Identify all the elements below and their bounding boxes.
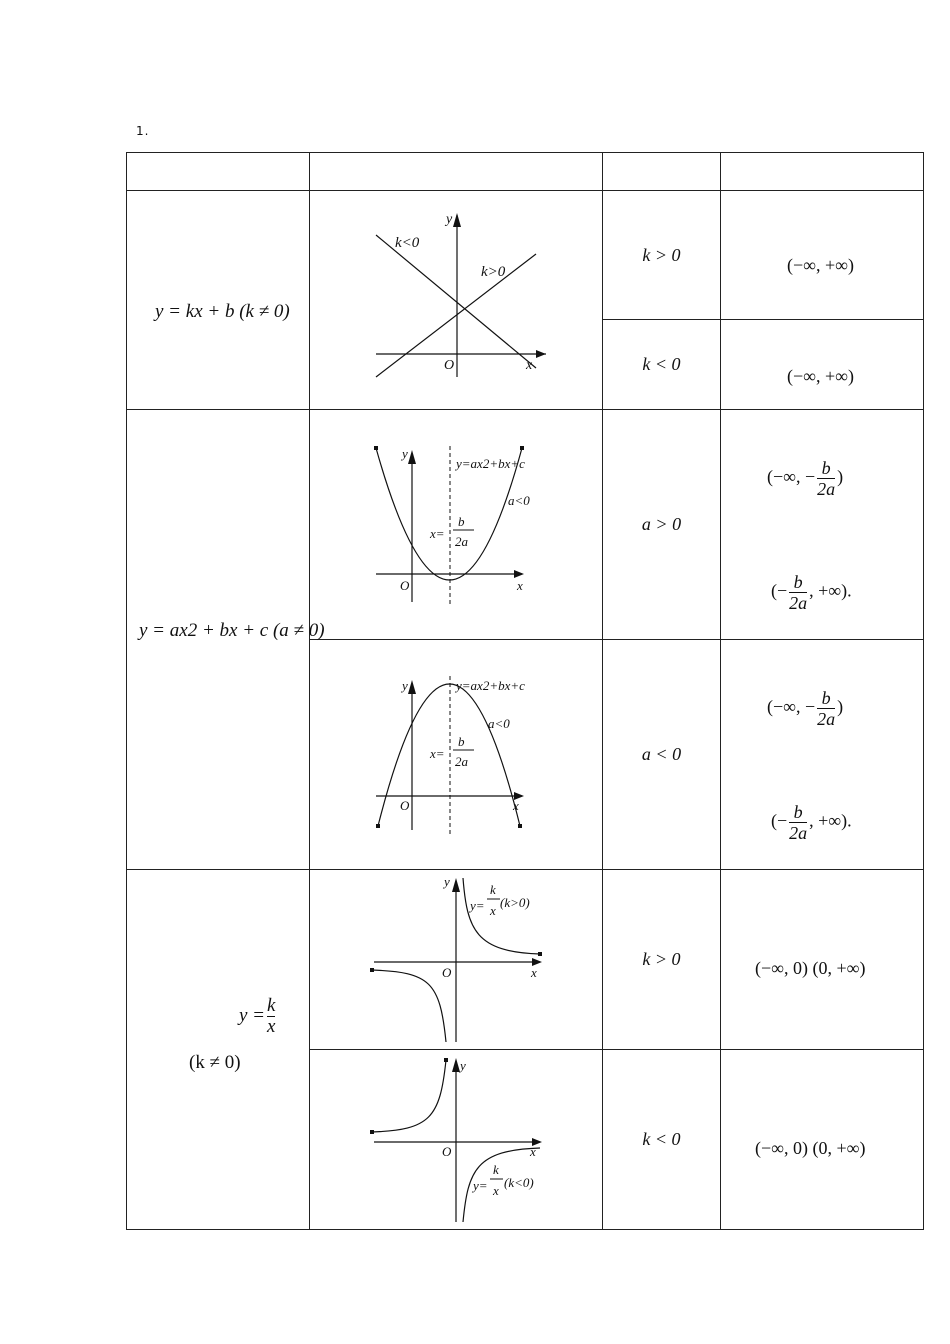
quadratic-graph-cell-2 <box>310 640 603 870</box>
quadratic-mono-cell-1 <box>721 410 924 640</box>
inverse-k-positive-graph <box>310 870 602 1045</box>
quadratic-interval-2b: (− $\frac{b}{2a}$ , +∞). <box>771 802 852 843</box>
label-origin: O <box>442 1144 452 1159</box>
function-properties-table <box>126 152 924 1230</box>
hyperbola-branch-q3 <box>372 970 446 1042</box>
label-equation: y=ax2+bx+c <box>456 456 525 471</box>
inverse-condition-1: k > 0 <box>603 870 721 1050</box>
label-origin: O <box>444 358 455 373</box>
quadratic-up-graph <box>310 410 602 635</box>
line-k-positive <box>376 254 536 377</box>
label-y: y <box>402 446 408 461</box>
inverse-k-negative-graph <box>310 1050 602 1225</box>
label-k-negative: k<0 <box>395 235 420 251</box>
y-axis-arrow-icon <box>408 680 416 694</box>
label-equation: y=ax2+bx+c <box>456 678 525 693</box>
quadratic-down-graph <box>310 640 602 865</box>
quadratic-mono-cell-2 <box>721 640 924 870</box>
label-a-condition: a<0 <box>488 716 510 731</box>
header-function <box>127 153 310 191</box>
linear-graph-cell <box>310 191 603 410</box>
inverse-intervals-2: (−∞, 0) (0, +∞) <box>755 1138 866 1158</box>
label-b: b <box>458 734 465 749</box>
inverse-graph-cell-1 <box>310 870 603 1050</box>
quadratic-function-cell <box>127 410 325 870</box>
y-axis-arrow-icon <box>452 878 460 892</box>
header-condition <box>603 153 721 191</box>
linear-row-1 <box>127 191 924 320</box>
section-heading: 1. <box>136 124 150 138</box>
inverse-function-cell <box>127 870 310 1230</box>
label-b: b <box>458 514 465 529</box>
header-row <box>127 153 924 191</box>
inverse-mono-cell-1 <box>721 870 924 1050</box>
inverse-condition-2: k < 0 <box>603 1050 721 1230</box>
label-y-eq: y= <box>470 898 485 913</box>
label-condition: (k<0) <box>504 1175 534 1190</box>
quadratic-interval-1a: (−∞, − $\frac{b}{2a}$ ) <box>767 458 844 499</box>
label-origin: O <box>400 798 410 813</box>
label-a-condition: a<0 <box>508 493 530 508</box>
label-origin: O <box>442 965 452 980</box>
inverse-intervals-1: (−∞, 0) (0, +∞) <box>755 958 866 978</box>
inverse-mono-cell-2 <box>721 1050 924 1230</box>
inverse-row-1 <box>127 870 924 1050</box>
header-monotonicity <box>721 153 924 191</box>
linear-formula: y = kx + b (k ≠ 0) <box>155 301 290 322</box>
y-axis-arrow-icon <box>452 1058 460 1072</box>
label-x: x <box>530 1144 536 1159</box>
label-k: k <box>490 882 496 897</box>
y-axis-arrow-icon <box>408 450 416 464</box>
linear-mono-cell-1 <box>721 191 924 320</box>
label-k: k <box>493 1162 499 1177</box>
label-y: y <box>444 874 450 889</box>
x-axis-arrow-icon <box>514 570 524 578</box>
label-axis-x: x= <box>430 526 445 541</box>
quadratic-formula: y = ax2 + bx + c (a ≠ 0) <box>139 620 325 641</box>
hyperbola-branch-q2 <box>372 1060 446 1132</box>
linear-graph <box>310 191 602 405</box>
label-x-den: x <box>493 1183 499 1198</box>
y-axis-arrow-icon <box>453 213 461 227</box>
header-graph <box>310 153 603 191</box>
inverse-formula: y = $\frac{k}{x}$ <box>239 995 276 1037</box>
quadratic-condition-1: a > 0 <box>603 410 721 640</box>
label-condition: (k>0) <box>500 895 530 910</box>
label-y-eq: y= <box>473 1178 488 1193</box>
quadratic-row-1 <box>127 410 924 640</box>
label-origin: O <box>400 578 410 593</box>
label-2a: 2a <box>455 754 468 769</box>
label-x: x <box>517 578 523 593</box>
label-x: x <box>531 965 537 980</box>
label-y: y <box>402 678 408 693</box>
inverse-graph-cell-2 <box>310 1050 603 1230</box>
label-x-den: x <box>490 903 496 918</box>
quadratic-interval-2a: (−∞, − $\frac{b}{2a}$ ) <box>767 688 844 729</box>
label-axis-x: x= <box>430 746 445 761</box>
inverse-formula-condition: (k ≠ 0) <box>189 1052 241 1073</box>
x-axis-arrow-icon <box>536 350 546 358</box>
label-k-positive: k>0 <box>481 264 506 280</box>
label-x: x <box>526 358 533 373</box>
quadratic-graph-cell-1 <box>310 410 603 640</box>
linear-interval-2: (−∞, +∞) <box>787 366 854 387</box>
label-y: y <box>446 212 453 227</box>
hyperbola-branch-q1 <box>463 878 540 954</box>
line-k-negative <box>376 235 536 368</box>
label-y: y <box>460 1058 466 1073</box>
label-x: x <box>513 798 519 813</box>
quadratic-condition-2: a < 0 <box>603 640 721 870</box>
linear-condition-1: k > 0 <box>603 191 721 320</box>
quadratic-interval-1b: (− $\frac{b}{2a}$ , +∞). <box>771 572 852 613</box>
label-2a: 2a <box>455 534 468 549</box>
linear-function-cell <box>127 191 310 410</box>
linear-condition-2: k < 0 <box>603 320 721 410</box>
linear-mono-cell-2 <box>721 320 924 410</box>
linear-interval-1: (−∞, +∞) <box>787 255 854 275</box>
